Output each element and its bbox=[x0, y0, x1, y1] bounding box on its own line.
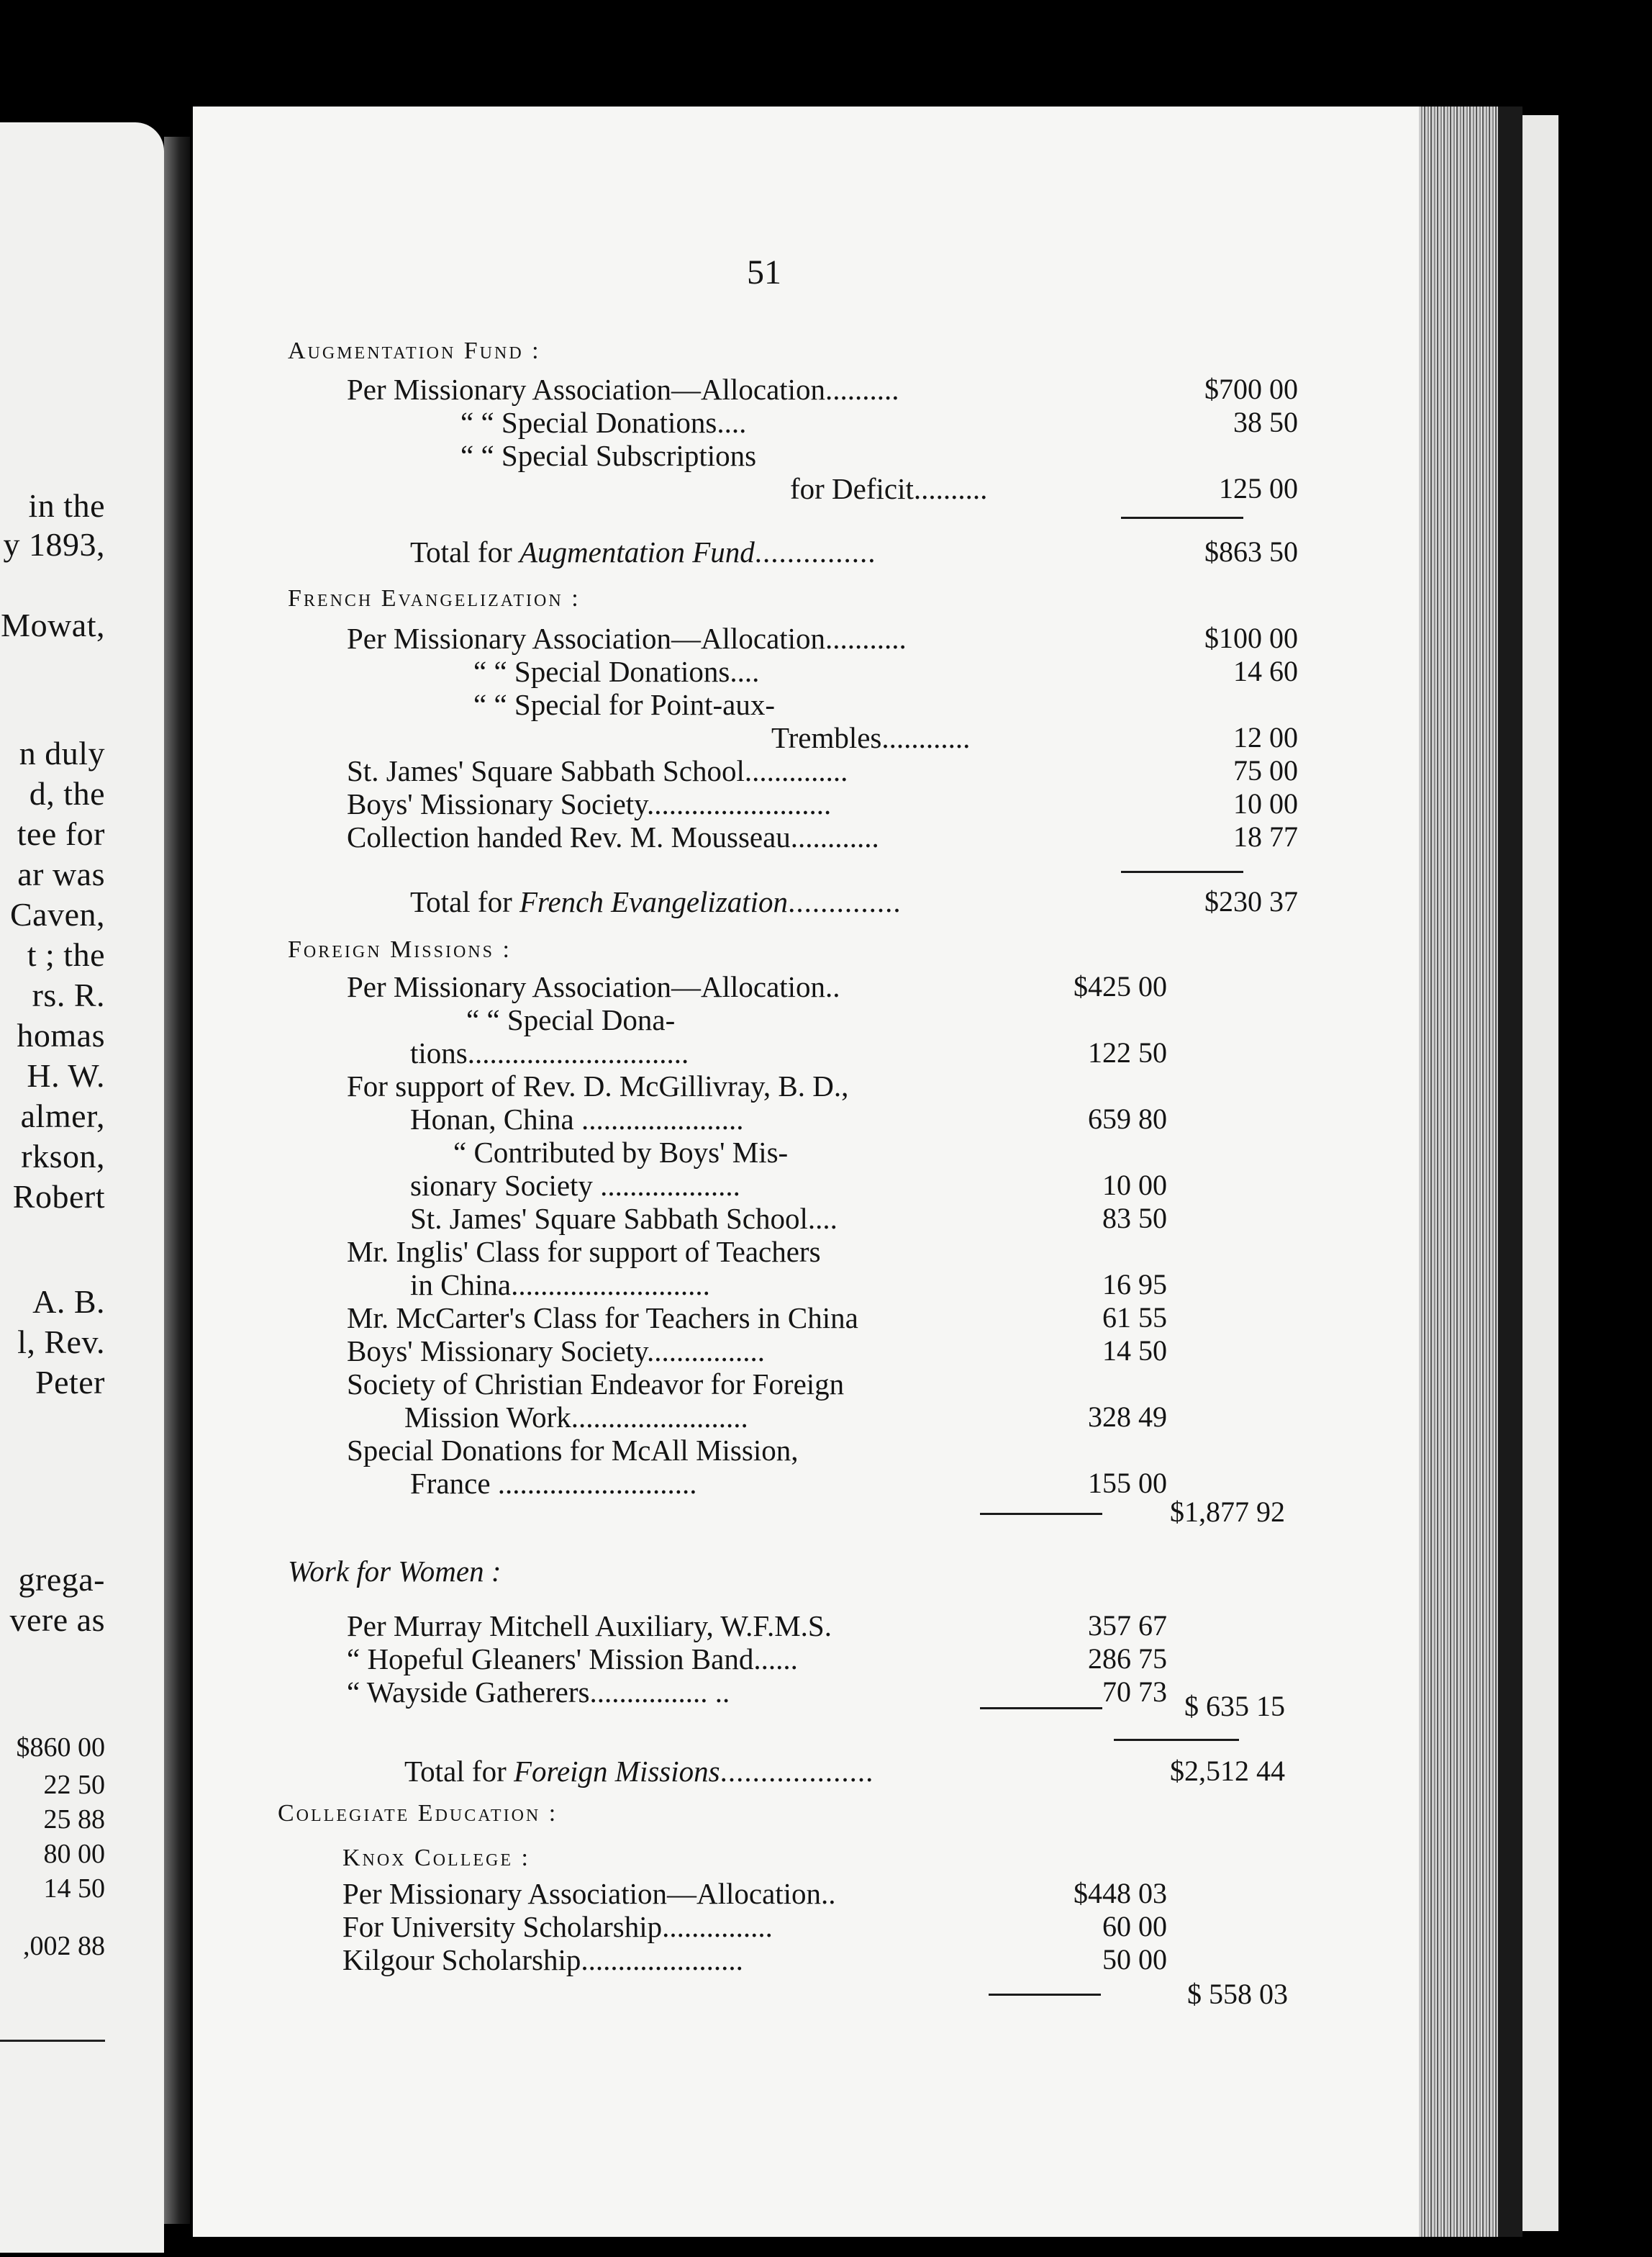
total-line-french bbox=[410, 885, 902, 918]
ledger-line: St. James' Square Sabbath School.... bbox=[410, 1202, 838, 1235]
section-heading-french: French Evangelization : bbox=[288, 585, 581, 612]
total-fund-name: Foreign Missions bbox=[513, 1755, 720, 1788]
left-page-line: vere as bbox=[9, 1601, 105, 1638]
left-page-line: t ; the bbox=[27, 936, 105, 973]
ledger-line: Society of Christian Endeavor for Foreign bbox=[347, 1367, 845, 1401]
left-page-figure: 25 88 bbox=[43, 1804, 105, 1835]
total-label: Total for bbox=[410, 535, 519, 569]
ledger-amount: 14 60 bbox=[1233, 655, 1298, 687]
ledger-amount: $700 00 bbox=[1204, 373, 1298, 405]
ledger-line: Trembles............ bbox=[771, 721, 971, 754]
ledger-line: “ “ Special Subscriptions bbox=[460, 439, 757, 472]
total-rule bbox=[1121, 517, 1243, 519]
ledger-amount: 328 49 bbox=[1088, 1401, 1167, 1433]
scan-background-strip bbox=[1522, 115, 1558, 2231]
left-page-figure: $860 00 bbox=[16, 1732, 105, 1763]
ledger-amount: 286 75 bbox=[1088, 1642, 1167, 1675]
section-heading-women: Work for Women : bbox=[288, 1555, 502, 1588]
total-amount-french: $230 37 bbox=[1204, 885, 1298, 918]
ledger-amount: 659 80 bbox=[1088, 1103, 1167, 1135]
subtotal-rule bbox=[980, 1707, 1102, 1709]
subtotal-amount-collegiate: $ 558 03 bbox=[1187, 1978, 1288, 2010]
ledger-line: Per Missionary Association—Allocation.......... bbox=[347, 373, 899, 406]
subtotal-amount-foreign: $1,877 92 bbox=[1170, 1496, 1285, 1528]
ledger-amount: 75 00 bbox=[1233, 754, 1298, 787]
ledger-line: “ Contributed by Boys' Mis- bbox=[453, 1136, 789, 1169]
left-page-total-rule bbox=[0, 2040, 105, 2042]
ledger-amount: $425 00 bbox=[1074, 970, 1167, 1003]
subtotal-amount-women: $ 635 15 bbox=[1184, 1690, 1285, 1722]
ledger-amount: 10 00 bbox=[1102, 1169, 1167, 1201]
ledger-line: Per Missionary Association—Allocation........... bbox=[347, 622, 907, 655]
total-label: Total for bbox=[404, 1755, 514, 1788]
page-edges-stack bbox=[1419, 107, 1498, 2237]
ledger-line: Collection handed Rev. M. Mousseau............ bbox=[347, 820, 879, 854]
ledger-line: “ “ Special Donations.... bbox=[473, 655, 760, 688]
ledger-line: Per Missionary Association—Allocation.. bbox=[347, 970, 840, 1003]
ledger-line: Per Murray Mitchell Auxiliary, W.F.M.S. bbox=[347, 1609, 832, 1642]
ledger-amount: 16 95 bbox=[1102, 1268, 1167, 1301]
total-amount-augmentation: $863 50 bbox=[1204, 535, 1298, 568]
total-line-augmentation bbox=[410, 535, 876, 569]
ledger-line: “ “ Special Dona- bbox=[466, 1003, 676, 1036]
left-page-line: l, Rev. bbox=[17, 1324, 105, 1360]
left-page-line: rkson, bbox=[21, 1138, 105, 1175]
right-page bbox=[193, 107, 1419, 2237]
ledger-line: for Deficit.......... bbox=[790, 472, 988, 505]
ledger-amount: 155 00 bbox=[1088, 1467, 1167, 1499]
ledger-amount: 14 50 bbox=[1102, 1334, 1167, 1367]
left-page-line: Robert bbox=[12, 1178, 105, 1215]
ledger-line: Special Donations for McAll Mission, bbox=[347, 1434, 799, 1467]
page-number: 51 bbox=[747, 253, 781, 291]
total-amount-foreign: $2,512 44 bbox=[1170, 1755, 1285, 1787]
ledger-amount: 125 00 bbox=[1219, 472, 1298, 505]
ledger-line: tions.............................. bbox=[410, 1036, 689, 1069]
leader-dots: ............... bbox=[754, 535, 876, 569]
ledger-line: For University Scholarship............... bbox=[342, 1910, 773, 1943]
total-label: Total for bbox=[410, 885, 519, 918]
ledger-line: Kilgour Scholarship...................... bbox=[342, 1943, 743, 1976]
left-page-figure: ,002 88 bbox=[23, 1931, 105, 1961]
total-fund-name: Augmentation Fund bbox=[519, 535, 755, 569]
ledger-line: St. James' Square Sabbath School.............. bbox=[347, 754, 848, 787]
subheading-knox-college: Knox College : bbox=[342, 1845, 530, 1871]
subtotal-rule bbox=[980, 1513, 1102, 1515]
left-page-line: y 1893, bbox=[3, 526, 105, 563]
ledger-amount: 60 00 bbox=[1102, 1910, 1167, 1942]
ledger-line: Mr. McCarter's Class for Teachers in China bbox=[347, 1301, 858, 1334]
left-page-line: tee for bbox=[17, 815, 105, 852]
ledger-line: Mission Work........................ bbox=[404, 1401, 748, 1434]
left-page-line: homas bbox=[17, 1017, 105, 1054]
ledger-amount: 38 50 bbox=[1233, 406, 1298, 438]
ledger-amount: 70 73 bbox=[1102, 1675, 1167, 1708]
ledger-line: Boys' Missionary Society......................... bbox=[347, 787, 832, 820]
left-page-fragment bbox=[0, 122, 164, 2253]
ledger-line: Per Missionary Association—Allocation.. bbox=[342, 1877, 836, 1910]
ledger-amount: $100 00 bbox=[1204, 622, 1298, 654]
cover-edge bbox=[1498, 107, 1522, 2237]
ledger-amount: 12 00 bbox=[1233, 721, 1298, 754]
ledger-line: “ “ Special Donations.... bbox=[460, 406, 747, 439]
ledger-amount: 357 67 bbox=[1088, 1609, 1167, 1642]
left-page-line: A. B. bbox=[32, 1283, 105, 1320]
left-page-line: Peter bbox=[35, 1364, 105, 1401]
leader-dots: .............. bbox=[788, 885, 902, 918]
left-page-line: n duly bbox=[19, 735, 105, 772]
ledger-line: “ “ Special for Point-aux- bbox=[473, 688, 775, 721]
left-page-line: grega- bbox=[18, 1561, 105, 1598]
left-page-figure: 14 50 bbox=[43, 1873, 105, 1904]
left-page-line: d, the bbox=[29, 775, 105, 812]
leader-dots: ................... bbox=[720, 1755, 874, 1788]
ledger-line: Mr. Inglis' Class for support of Teachers bbox=[347, 1235, 821, 1268]
ledger-amount: 122 50 bbox=[1088, 1036, 1167, 1069]
section-heading-foreign: Foreign Missions : bbox=[288, 936, 512, 963]
ledger-amount: 61 55 bbox=[1102, 1301, 1167, 1334]
total-fund-name: French Evangelization bbox=[519, 885, 789, 918]
ledger-line: “ Wayside Gatherers................ .. bbox=[347, 1675, 730, 1709]
total-rule bbox=[1114, 1739, 1239, 1741]
ledger-line: Boys' Missionary Society................ bbox=[347, 1334, 766, 1367]
left-page-line: ar was bbox=[17, 856, 105, 892]
ledger-line: sionary Society ................... bbox=[410, 1169, 740, 1202]
total-rule bbox=[1121, 871, 1243, 873]
ledger-amount: 10 00 bbox=[1233, 787, 1298, 820]
ledger-amount: 18 77 bbox=[1233, 820, 1298, 853]
left-page-line: Mowat, bbox=[1, 607, 105, 643]
total-line-foreign bbox=[404, 1755, 873, 1788]
ledger-line: in China........................... bbox=[410, 1268, 710, 1301]
ledger-amount: 50 00 bbox=[1102, 1943, 1167, 1976]
ledger-line: “ Hopeful Gleaners' Mission Band...... bbox=[347, 1642, 798, 1675]
subtotal-rule bbox=[989, 1994, 1101, 1996]
section-heading-augmentation: Augmentation Fund : bbox=[288, 338, 541, 364]
left-page-figure: 22 50 bbox=[43, 1770, 105, 1800]
left-page-line: almer, bbox=[20, 1098, 105, 1134]
left-page-line: in the bbox=[28, 487, 105, 524]
left-page-figure: 80 00 bbox=[43, 1839, 105, 1869]
left-page-line: Caven, bbox=[9, 896, 105, 933]
ledger-line: Honan, China ...................... bbox=[410, 1103, 744, 1136]
ledger-line: For support of Rev. D. McGillivray, B. D., bbox=[347, 1069, 849, 1103]
book-gutter-shadow bbox=[164, 137, 190, 2224]
section-heading-collegiate: Collegiate Education : bbox=[278, 1800, 558, 1827]
ledger-amount: 83 50 bbox=[1102, 1202, 1167, 1234]
left-page-line: H. W. bbox=[27, 1057, 105, 1094]
left-page-line: rs. R. bbox=[32, 977, 105, 1013]
ledger-line: France ........................... bbox=[410, 1467, 697, 1500]
ledger-amount: $448 03 bbox=[1074, 1877, 1167, 1909]
